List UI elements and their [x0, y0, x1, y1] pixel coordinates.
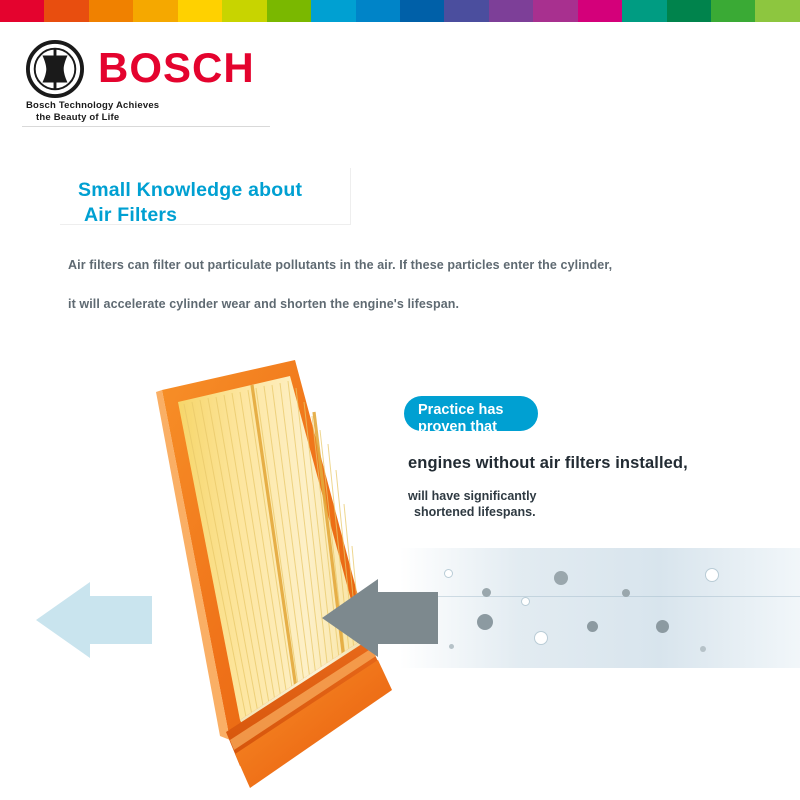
dust-particle — [534, 631, 548, 645]
dust-particle — [554, 571, 568, 585]
page-title — [78, 178, 478, 228]
dust-particle — [705, 568, 719, 582]
brand-tagline — [26, 100, 159, 124]
brand-color-bar — [0, 0, 800, 22]
dust-particle — [477, 614, 493, 630]
dust-horizon-line — [400, 596, 800, 597]
intro-paragraph-line1: Air filters can filter out particulate pollutants in the air. If these particles enter the cylinder, — [68, 258, 613, 272]
dust-particle — [444, 569, 453, 578]
brand-logo-block — [22, 38, 282, 128]
color-seg — [533, 0, 577, 22]
color-seg — [311, 0, 355, 22]
color-seg — [578, 0, 622, 22]
dust-particle — [587, 621, 598, 632]
claim-subtext — [408, 488, 738, 520]
color-seg — [400, 0, 444, 22]
airflow-arrow-right-icon — [320, 578, 440, 658]
color-seg — [622, 0, 666, 22]
dust-particle — [622, 589, 630, 597]
status-badge-label — [418, 402, 578, 436]
color-seg — [444, 0, 488, 22]
brand-tagline-line2: the Beauty of Life — [36, 112, 120, 123]
divider — [22, 126, 270, 127]
dust-background — [400, 548, 800, 668]
color-seg — [267, 0, 311, 22]
dust-particle — [656, 620, 669, 633]
claim-headline: engines without air filters installed, — [408, 454, 688, 472]
dust-particle — [482, 588, 491, 597]
claim-subtext-line1: will have significantly — [408, 489, 537, 503]
color-seg — [0, 0, 44, 22]
color-seg — [178, 0, 222, 22]
bosch-anchor-logo-icon — [26, 40, 84, 98]
intro-paragraph — [68, 246, 748, 324]
airflow-arrow-left-icon — [34, 580, 154, 660]
page-title-line2: Air Filters — [84, 204, 178, 226]
page-title-line1: Small Knowledge about — [78, 179, 303, 201]
color-seg — [133, 0, 177, 22]
color-seg — [222, 0, 266, 22]
color-seg — [667, 0, 711, 22]
brand-wordmark: BOSCH — [98, 44, 255, 91]
color-seg — [89, 0, 133, 22]
color-seg — [489, 0, 533, 22]
claim-subtext-line2: shortened lifespans. — [414, 505, 536, 519]
status-badge-line1: Practice has — [418, 402, 504, 418]
dust-particle — [449, 644, 454, 649]
intro-paragraph-line2: it will accelerate cylinder wear and shorten the engine's lifespan. — [68, 297, 460, 311]
color-seg — [44, 0, 88, 22]
air-filter-element-icon — [100, 340, 430, 790]
brand-tagline-line1: Bosch Technology Achieves — [26, 100, 160, 111]
dust-particle — [700, 646, 706, 652]
color-seg — [356, 0, 400, 22]
color-seg — [711, 0, 755, 22]
dust-particle — [521, 597, 530, 606]
color-seg — [755, 0, 799, 22]
status-badge-line2: proven that — [418, 419, 497, 435]
